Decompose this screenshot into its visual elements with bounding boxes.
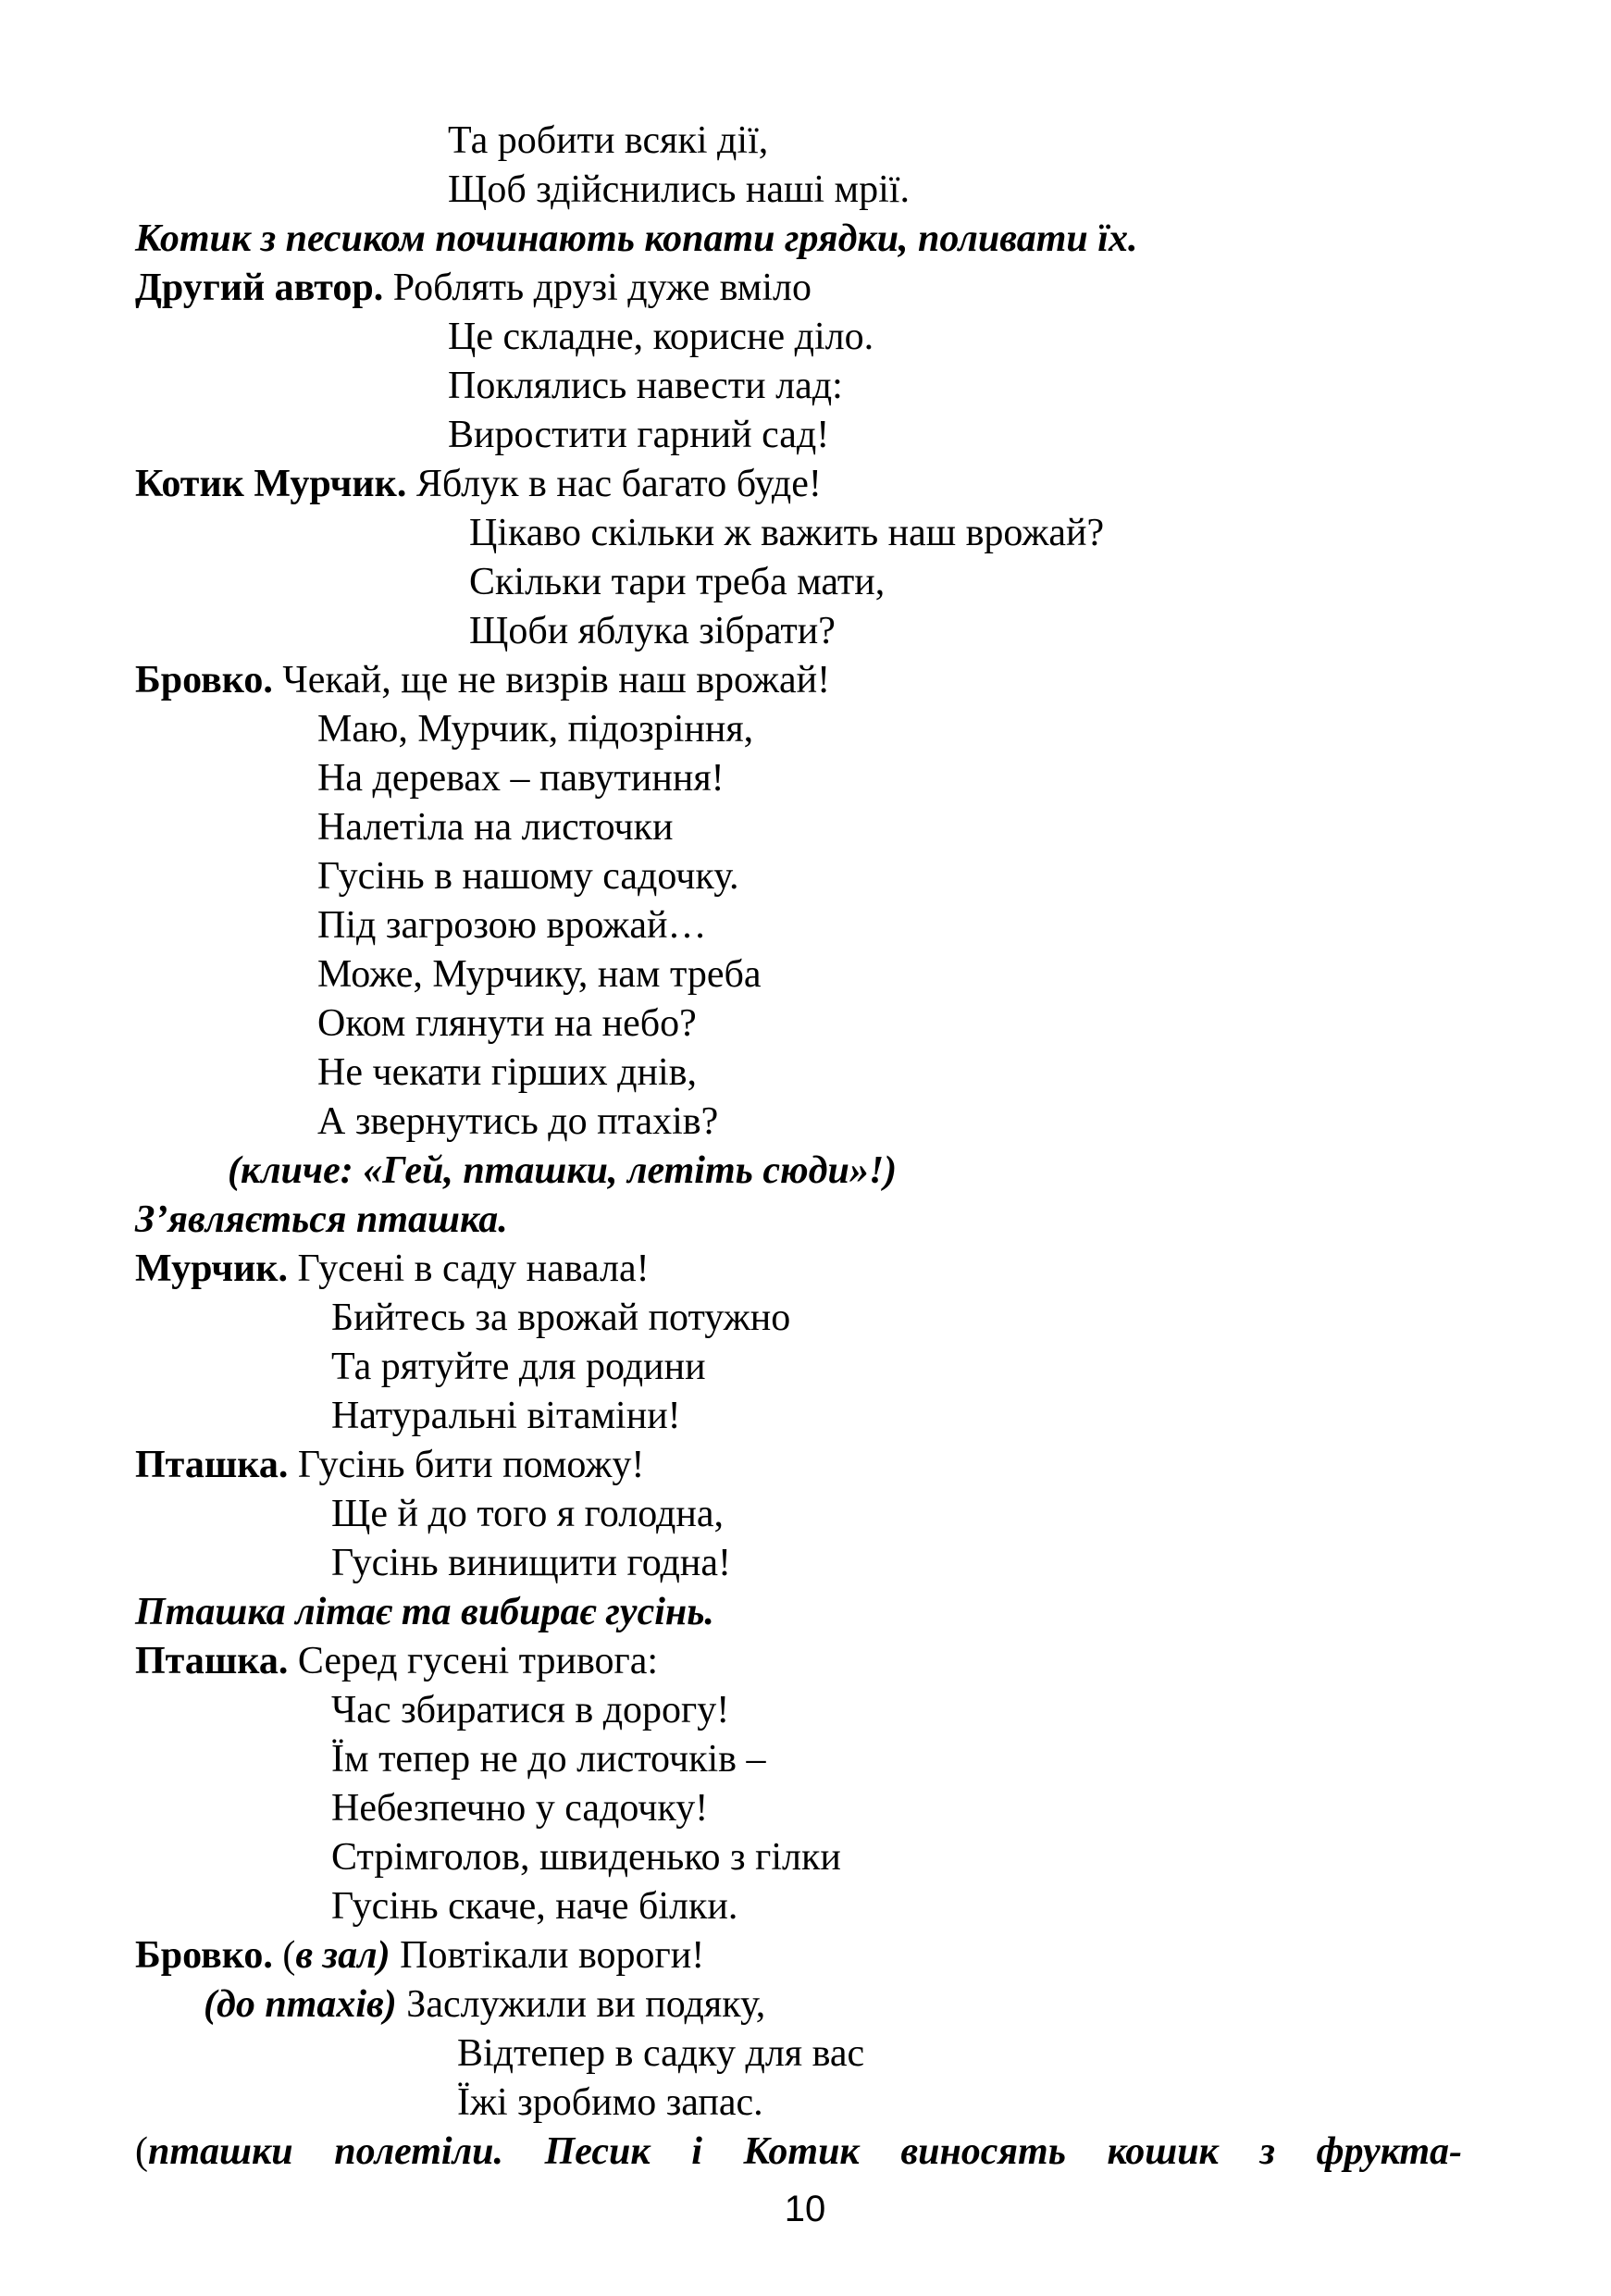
verse-line [331,1539,731,1588]
verse-line [317,754,725,803]
line-text: Гусінь скаче, наче білки. [331,1885,738,1928]
line-text: Може, Мурчику, нам треба [317,953,762,996]
verse-line [317,803,673,852]
verse-line [317,705,753,754]
line-text: А звернутись до птахів? [317,1100,719,1143]
paren-open: ( [272,1934,296,1977]
line-text: Гусінь винищити годна! [331,1542,731,1584]
line-text: Ще й до того я голодна, [331,1493,725,1535]
line-text: Повтікали вороги! [390,1934,705,1977]
line-text: Стрімголов, швиденько з гілки [331,1836,841,1879]
verse-line [448,411,829,460]
line-text: Серед гусені тривога: [288,1640,659,1682]
verse-line [331,1882,737,1931]
direction-text: в зал) [295,1934,390,1977]
line-text: Час збиратися в дорогу! [331,1689,730,1731]
line-text: Відтепер в садку для вас [457,2032,865,2075]
line-text: Заслужили ви подяку, [396,1983,766,2026]
verse-line [317,950,762,999]
verse-line [317,1098,718,1147]
line-text: Та рятуйте для родини [331,1346,706,1388]
speaker-line [135,1637,658,1686]
line-text: Оком глянути на небо? [317,1002,697,1045]
line-text: Це складне, корисне діло. [448,316,874,358]
stage-direction [135,215,1137,264]
verse-line [331,1294,790,1343]
line-text: Їжі зробимо запас. [457,2081,763,2124]
speaker-name: Пташка. [135,1444,289,1486]
speaker-name: Мурчик. [135,1247,288,1290]
verse-line [331,1784,708,1833]
line-text: Не чекати гірших днів, [317,1051,697,1094]
line-text: Яблук в нас багато буде! [406,463,822,505]
verse-line [317,999,697,1049]
speaker-name: Котик Мурчик. [135,463,407,505]
speaker-line [135,1931,704,1980]
line-text: Їм тепер не до листочків – [331,1738,766,1781]
verse-line [457,2029,864,2079]
stage-direction [135,1196,508,1245]
verse-line [331,1343,706,1392]
line-text: Поклялись навести лад: [448,365,843,407]
line-text: Налетіла на листочки [317,806,674,849]
line-text: Скільки тари треба мати, [469,561,886,603]
line-text: Натуральні вітаміни! [331,1395,681,1437]
speaker-name: Бровко. [135,659,273,701]
verse-line [331,1735,766,1784]
line-text: Під загрозою врожай… [317,904,707,947]
verse-line [331,1833,841,1882]
line-text: Небезпечно у садочку! [331,1787,709,1830]
speaker-line [135,1441,644,1490]
line-text: Виростити гарний сад! [448,414,830,456]
speaker-name: Бровко. [135,1934,273,1977]
verse-line [331,1392,681,1441]
speaker-line [135,1245,650,1294]
stage-direction [135,1588,714,1637]
verse-line [469,558,885,607]
verse-line [331,1686,729,1735]
page-number: 10 [784,2189,826,2229]
verse-line [469,509,1104,558]
line-text: Щоб здійснились наші мрії. [448,168,910,211]
speaker-line [135,264,812,313]
line-text: Чекай, ще не визрів наш врожай! [272,659,831,701]
verse-line [317,852,739,901]
paren-open: ( [135,2130,148,2173]
line-text: Маю, Мурчик, підозріння, [317,708,754,751]
verse-line [448,362,843,411]
verse-line [317,901,706,950]
line-text: Та робити всякі дії, [448,119,769,162]
stage-direction [228,1147,897,1196]
verse-line [457,2079,763,2128]
direction-text: пташки полетіли. Песик і Котик виносять кошик з фрукта- [148,2130,1462,2173]
direction-text: Пташка літає та вибирає гусінь. [135,1591,714,1633]
line-text: Роблять друзі дуже вміло [383,267,812,309]
direction-text: (кличе: «Гей, пташки, летіть сюди»!) [228,1149,898,1192]
line-text: Цікаво скільки ж важить наш врожай? [469,512,1105,554]
speaker-name: Другий автор. [135,267,384,309]
verse-line [469,607,836,656]
speaker-name: Пташка. [135,1640,289,1682]
stage-direction [135,2128,1462,2177]
speaker-line [204,1980,765,2029]
verse-line [331,1490,724,1539]
line-text: На деревах – павутиння! [317,757,725,800]
direction-text: З’являється пташка. [135,1198,508,1241]
verse-line [317,1049,697,1098]
speaker-line [135,656,830,705]
direction-text: Котик з песиком починають копати грядки, поливати їх. [135,217,1138,260]
verse-line [448,313,874,362]
line-text: Бийтесь за врожай потужно [331,1297,791,1339]
speaker-line [135,460,822,509]
line-text: Гусінь в нашому садочку. [317,855,739,898]
line-text: Гусінь бити поможу! [288,1444,645,1486]
direction-text: (до птахів) [204,1983,397,2026]
verse-line [448,117,768,166]
verse-line [448,166,910,215]
line-text: Гусені в саду навала! [288,1247,650,1290]
line-text: Щоби яблука зібрати? [469,610,836,652]
